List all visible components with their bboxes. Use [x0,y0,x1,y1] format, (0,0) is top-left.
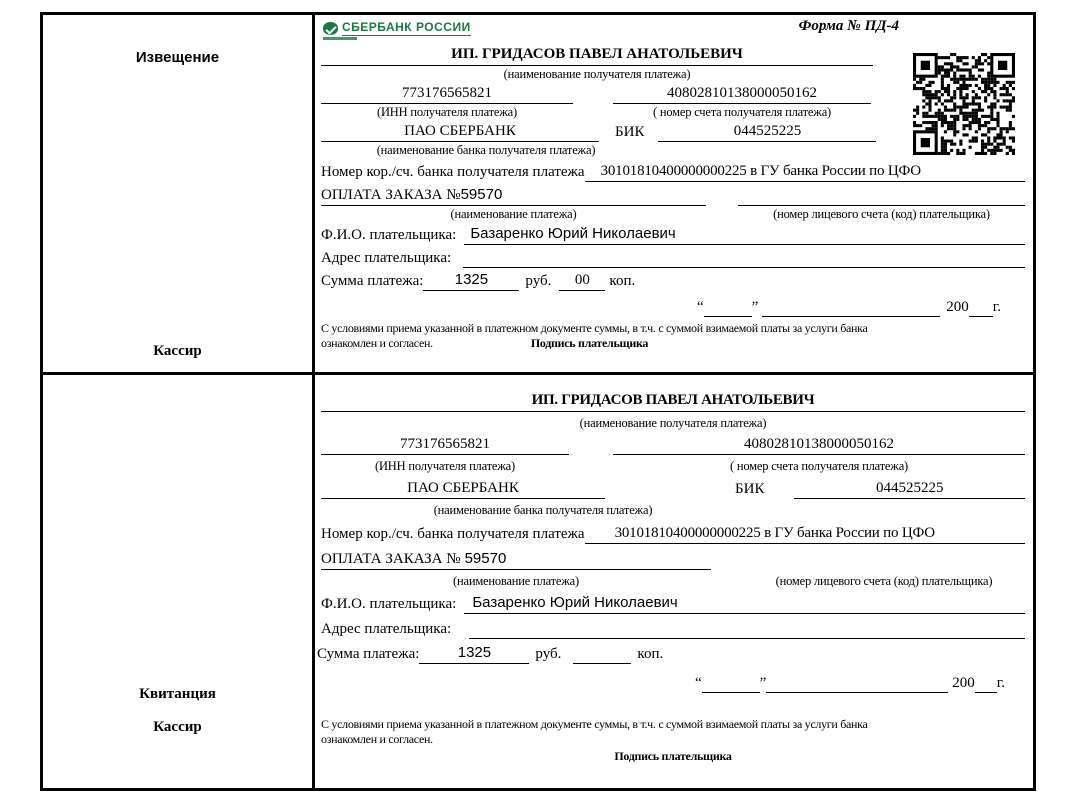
payer-fio-value: Базаренко Юрий Николаевич [464,593,1025,614]
signature-label: Подпись плательщика [530,336,649,350]
receipt-content [315,375,1033,788]
receipt-label: Квитанция [139,686,216,702]
account-label: ( номер счета получателя платежа) [652,105,832,119]
corr-account-value: 30101810400000000225 в ГУ банка России по ЦФО [585,523,1025,544]
sberbank-logo [323,20,471,36]
bik-value: 044525225 [658,121,876,142]
bank-name-value: ПАО СБЕРБАНК [321,121,599,142]
date-year-suffix: г. [992,299,1001,315]
rub-label: руб. [535,646,562,662]
receipt-section [43,375,1033,788]
receipt-left-cell [43,375,315,788]
kop-label: коп. [609,273,636,289]
sum-rub-value: 1325 [423,270,519,291]
agreement-line2: ознакомлен и согласен. [321,336,433,350]
sberbank-logo-tagline [323,37,357,40]
inn-label: (ИНН получателя платежа) [377,105,517,119]
agreement-line1: С условиями приема указанной в платежном документе суммы, в т.ч. с суммой взимаемой платы за услуги банка [321,321,868,335]
payment-name-label: (наименование платежа) [453,574,579,588]
payment-purpose-label: ОПЛАТА ЗАКАЗА № [321,551,461,567]
date-year-prefix: 200 [946,299,969,315]
date-close-quote: ” [751,299,759,315]
payer-address-field [469,615,1025,639]
recipient-name-value: ИП. ГРИДАСОВ ПАВЕЛ АНАТОЛЬЕВИЧ [321,44,873,66]
account-label: ( номер счета получателя платежа) [729,459,909,473]
sberbank-logo-icon [323,22,338,35]
bik-label: БИК [615,124,645,140]
payer-address-label: Адрес плательщика: [321,250,452,266]
order-number-value: 59570 [464,550,507,567]
inn-label: (ИНН получателя платежа) [375,459,515,473]
recipient-name-label: (наименование получателя платежа) [579,416,767,430]
date-day-field [702,665,760,693]
bank-name-label: (наименование банка получателя платежа) [376,143,596,157]
sberbank-logo-text: СБЕРБАНК РОССИИ [342,20,471,34]
date-month-field [766,665,948,693]
agreement-line2: ознакомлен и согласен. [321,732,433,746]
cashier-label: Кассир [153,343,202,359]
date-day-field [704,291,752,317]
corr-account-label: Номер кор./сч. банка получателя платежа [321,526,585,542]
sum-kop-value [573,663,631,664]
payment-purpose-field [321,549,711,570]
date-close-quote: ” [759,675,767,691]
notice-section [43,15,1033,375]
date-month-field [762,291,940,317]
payment-name-label: (наименование платежа) [450,207,577,221]
bik-value: 044525225 [794,478,1025,499]
notice-label: Извещение [135,49,220,66]
date-open-quote: “ [694,675,702,691]
sum-label: Сумма платежа: [317,646,420,662]
inn-value: 773176565821 [321,434,569,455]
order-number-value: 59570 [460,186,503,203]
cashier-label: Кассир [153,719,202,735]
date-year-field [975,665,997,693]
payer-address-field [463,245,1025,268]
payer-address-label: Адрес плательщика: [321,621,452,637]
date-year-prefix: 200 [952,675,975,691]
bank-name-value: ПАО СБЕРБАНК [321,478,605,499]
payer-fio-value: Базаренко Юрий Николаевич [464,224,1025,245]
date-open-quote: “ [696,299,704,315]
kop-label: коп. [637,646,664,662]
recipient-name-label: (наименование получателя платежа) [503,67,691,81]
corr-account-label: Номер кор./сч. банка получателя платежа [321,164,585,180]
personal-account-label: (номер лицевого счета (код) плательщика) [775,574,993,588]
payer-fio-label: Ф.И.О. плательщика: [321,596,457,612]
payment-purpose-field [321,185,706,206]
payer-fio-label: Ф.И.О. плательщика: [321,227,457,243]
agreement-line1: С условиями приема указанной в платежном документе суммы, в т.ч. с суммой взимаемой платы за услуги банка [321,717,868,731]
notice-content [315,15,1033,372]
rub-label: руб. [525,273,552,289]
signature-label: Подпись плательщика [614,749,732,763]
personal-account-field [738,182,1025,206]
account-value: 40802810138000050162 [613,83,871,104]
recipient-name-value: ИП. ГРИДАСОВ ПАВЕЛ АНАТОЛЬЕВИЧ [321,389,1025,412]
corr-account-value: 30101810400000000225 в ГУ банка России по ЦФО [585,161,1025,182]
personal-account-label: (номер лицевого счета (код) плательщика) [773,207,990,221]
inn-value: 773176565821 [321,83,573,104]
sum-kop-value: 00 [559,270,605,291]
sum-rub-value: 1325 [419,643,529,664]
form-number-label: Форма № ПД-4 [798,18,899,34]
account-value: 40802810138000050162 [613,434,1025,455]
bik-label: БИК [735,481,765,497]
notice-left-cell [43,15,315,372]
pd4-form-table [40,12,1036,791]
sum-label: Сумма платежа: [321,273,424,289]
payment-purpose-label: ОПЛАТА ЗАКАЗА № [321,187,461,203]
bank-name-label: (наименование банка получателя платежа) [433,503,653,517]
qr-code [913,53,1015,155]
date-year-suffix: г. [996,675,1005,691]
date-year-field [969,291,993,317]
